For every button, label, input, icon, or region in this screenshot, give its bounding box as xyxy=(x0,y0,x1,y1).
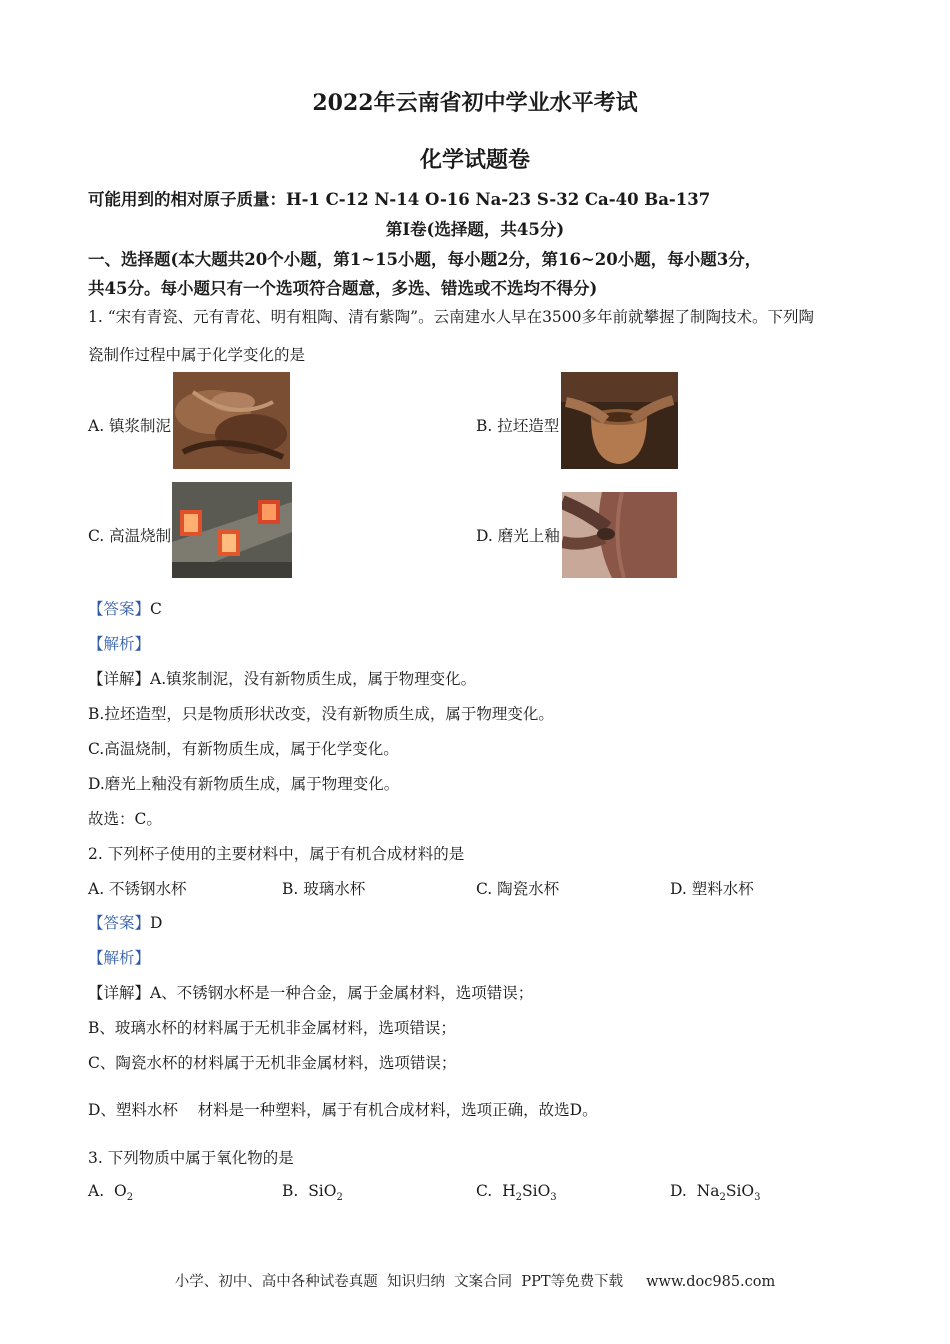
instructions-line-1: 一、选择题(本大题共20个小题，第1~15小题，每小题2分，第16~20小题，每小题3分， xyxy=(88,250,762,269)
formula-part: SiO xyxy=(522,1182,551,1200)
hands-kneading-clay-photo xyxy=(173,372,290,469)
q2-option-a: A. 不锈钢水杯 xyxy=(88,880,187,898)
explanation-line: D.磨光上釉没有新物质生成，属于物理变化。 xyxy=(88,775,400,793)
q3-option-c xyxy=(476,1182,557,1203)
explanation-line: C.高温烧制，有新物质生成，属于化学变化。 xyxy=(88,740,399,758)
formula-subscript: 2 xyxy=(719,1192,726,1204)
q2-stem: 2. 下列杯子使用的主要材料中，属于有机合成材料的是 xyxy=(88,845,465,863)
q3-option-a xyxy=(88,1182,133,1203)
q1-answer xyxy=(88,597,162,619)
q2-option-c: C. 陶瓷水杯 xyxy=(476,880,560,898)
explanation-line: D、塑料水杯 材料是一种塑料，属于有机合成材料，选项正确，故选D。 xyxy=(88,1101,598,1119)
q3-stem: 3. 下列物质中属于氧化物的是 xyxy=(88,1149,294,1167)
explanation-line: A.镇浆制泥，没有新物质生成，属于物理变化。 xyxy=(150,670,477,688)
q1-analysis-tag: 【解析】 xyxy=(88,635,151,653)
q1-detail-line xyxy=(88,667,476,689)
exam-subtitle: 化学试题卷 xyxy=(419,147,530,173)
kiln-firing-photo xyxy=(172,482,292,578)
formula-part: H xyxy=(502,1182,516,1200)
q2-detail-line xyxy=(88,981,533,1003)
formula-subscript: 3 xyxy=(754,1192,761,1204)
option-letter: A. xyxy=(88,1182,105,1200)
explanation-line: B、玻璃水杯的材料属于无机非金属材料，选项错误； xyxy=(88,1019,456,1037)
explanation-line: 故选：C。 xyxy=(88,810,162,828)
page-footer: 小学、初中、高中各种试卷真题 知识归纳 文案合同 PPT等免费下载 www.doc985.com xyxy=(174,1274,776,1290)
formula-part: Na xyxy=(696,1182,720,1200)
formula-subscript: 2 xyxy=(515,1192,522,1204)
option-letter: C. xyxy=(476,1182,493,1200)
q2-option-b: B. 玻璃水杯 xyxy=(282,880,366,898)
answer-tag: 【答案】 xyxy=(88,914,151,932)
formula-part: SiO xyxy=(308,1182,337,1200)
q2-analysis-tag: 【解析】 xyxy=(88,949,151,967)
q1-option-a-label: A. 镇浆制泥 xyxy=(88,417,172,435)
q1-option-d-label: D. 磨光上釉 xyxy=(476,527,560,545)
answer-value: D xyxy=(150,914,163,932)
answer-tag: 【答案】 xyxy=(88,600,151,618)
polishing-pot-photo xyxy=(562,492,677,578)
q3-option-b xyxy=(282,1182,343,1203)
explanation-line: C、陶瓷水杯的材料属于无机非金属材料，选项错误； xyxy=(88,1054,457,1072)
formula-part: O xyxy=(113,1182,127,1200)
option-letter: D. xyxy=(670,1182,687,1200)
q2-option-d: D. 塑料水杯 xyxy=(670,880,754,898)
q1-stem-line-1: 1. “宋有青瓷、元有青花、明有粗陶、清有紫陶”。云南建水人早在3500多年前就攀握了制陶技术。下列陶 xyxy=(88,308,815,326)
instructions-line-2: 共45分。每小题只有一个选项符合题意，多选、错选或不选均不得分) xyxy=(88,279,598,298)
answer-value: C xyxy=(150,600,162,618)
atomic-masses: 可能用到的相对原子质量：H-1 C-12 N-14 O-16 Na-23 S-32 Ca-40 Ba-137 xyxy=(88,190,711,209)
pottery-wheel-photo xyxy=(561,372,678,469)
q3-option-d xyxy=(670,1182,761,1203)
explanation-line: B.拉坯造型，只是物质形状改变，没有新物质生成，属于物理变化。 xyxy=(88,705,554,723)
detail-tag: 【详解】 xyxy=(88,984,151,1002)
explanation-line: A、不锈钢水杯是一种合金，属于金属材料，选项错误； xyxy=(150,984,534,1002)
detail-tag: 【详解】 xyxy=(88,670,151,688)
q1-stem-line-2: 瓷制作过程中属于化学变化的是 xyxy=(88,346,306,364)
formula-subscript: 3 xyxy=(550,1192,557,1204)
section-heading: 第Ⅰ卷(选择题，共45分) xyxy=(385,220,565,239)
formula-subscript: 2 xyxy=(336,1192,343,1204)
exam-title: 2022年云南省初中学业水平考试 xyxy=(312,90,638,116)
formula-part: SiO xyxy=(725,1182,755,1200)
q2-answer xyxy=(88,911,162,933)
q1-option-c-label: C. 高温烧制 xyxy=(88,527,172,545)
option-letter: B. xyxy=(282,1182,299,1200)
formula-subscript: 2 xyxy=(126,1192,134,1204)
q1-option-b-label: B. 拉坯造型 xyxy=(476,417,560,435)
